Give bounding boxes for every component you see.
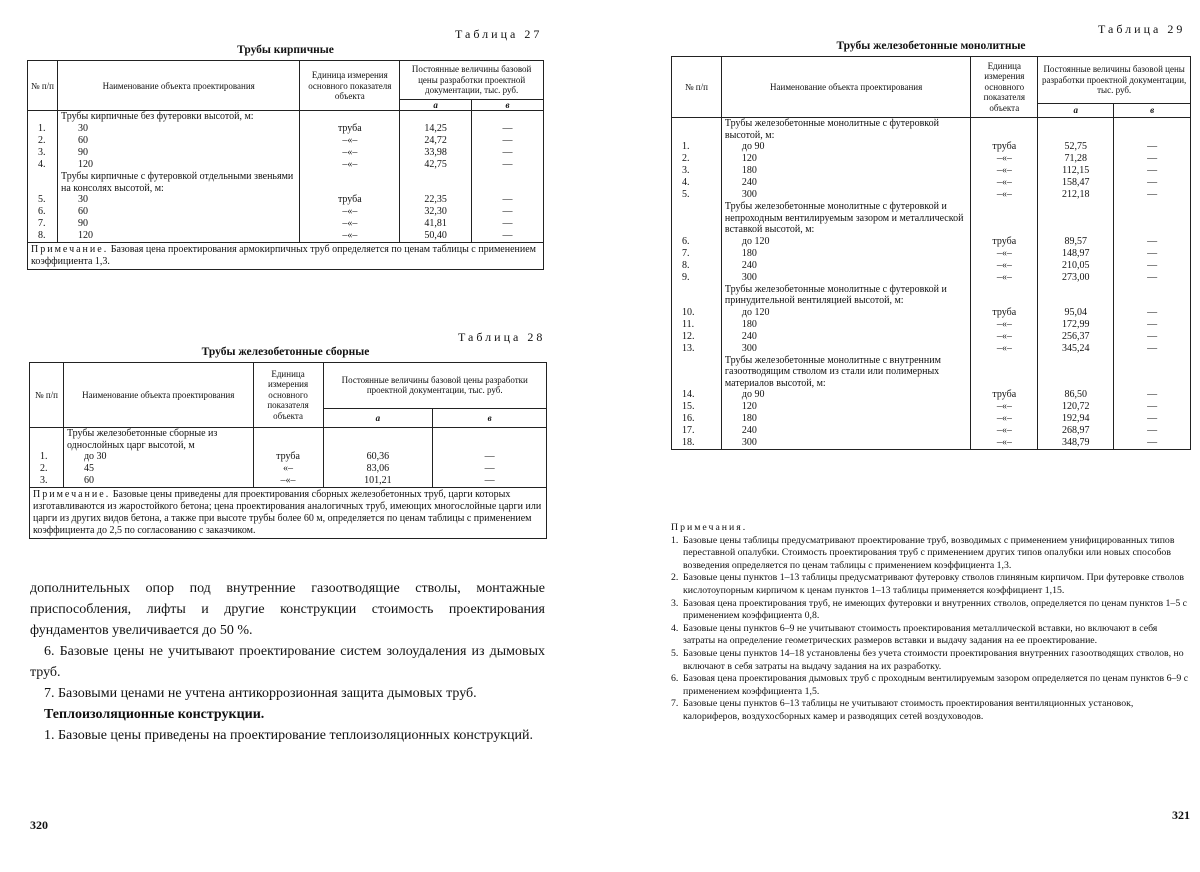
cell-b xyxy=(1114,284,1191,307)
cell-num: 14. xyxy=(672,389,722,401)
cell-num: 9. xyxy=(672,272,722,284)
cell-unit: –«– xyxy=(971,401,1038,413)
cell-unit: труба xyxy=(300,194,400,206)
cell-name: 120 xyxy=(721,153,970,165)
note-text: Базовые цены пунктов 6–9 не учитывают стоимость проектирования металлической вставки, но включают в себя затраты на определение геометрических размеров вставки и выдачу задания на ее проектирование. xyxy=(683,622,1158,647)
table-group-row xyxy=(672,201,1191,236)
cell-b: — xyxy=(1114,141,1191,153)
cell-num: 4. xyxy=(28,159,58,171)
cell-name: 240 xyxy=(721,425,970,437)
cell-num xyxy=(28,171,58,194)
cell-num: 12. xyxy=(672,331,722,343)
cell-name: 300 xyxy=(721,189,970,201)
cell-a xyxy=(400,111,472,124)
note-number: 5. xyxy=(671,647,679,659)
table-row xyxy=(672,260,1191,272)
note-item xyxy=(671,598,1191,623)
cell-a: 95,04 xyxy=(1038,307,1114,319)
cell-unit xyxy=(971,201,1038,236)
cell-unit: –«– xyxy=(971,343,1038,355)
cell-unit: –«– xyxy=(971,260,1038,272)
table-row xyxy=(672,189,1191,201)
table-group-row xyxy=(672,284,1191,307)
note-number: 6. xyxy=(671,673,679,685)
cell-num: 3. xyxy=(30,475,64,488)
table-group-row xyxy=(672,118,1191,142)
cell-unit: –«– xyxy=(971,177,1038,189)
note-item xyxy=(671,673,1191,698)
cell-b: — xyxy=(1114,307,1191,319)
cell-b: — xyxy=(472,159,544,171)
cell-unit: –«– xyxy=(253,475,323,488)
table-row xyxy=(30,463,547,475)
cell-a: 172,99 xyxy=(1038,319,1114,331)
cell-unit: –«– xyxy=(300,147,400,159)
cell-name: до 30 xyxy=(63,451,253,463)
cell-a: 71,28 xyxy=(1038,153,1114,165)
cell-a: 24,72 xyxy=(400,135,472,147)
cell-num: 11. xyxy=(672,319,722,331)
cell-b: — xyxy=(1114,236,1191,248)
table-row xyxy=(28,230,544,243)
cell-name: 300 xyxy=(721,343,970,355)
cell-b: — xyxy=(1114,248,1191,260)
cell-unit xyxy=(971,118,1038,142)
table-row xyxy=(30,475,547,488)
cell-b: — xyxy=(1114,343,1191,355)
cell-b: — xyxy=(1114,401,1191,413)
cell-b xyxy=(472,111,544,124)
notes-list xyxy=(671,535,1191,724)
table-row xyxy=(672,343,1191,355)
table-row xyxy=(672,389,1191,401)
table-row xyxy=(28,159,544,171)
table-row xyxy=(30,451,547,463)
table27-title: Трубы кирпичные xyxy=(237,44,334,56)
table-row xyxy=(672,248,1191,260)
table-row xyxy=(672,413,1191,425)
cell-a: 101,21 xyxy=(323,475,433,488)
cell-b: — xyxy=(1114,189,1191,201)
cell-num: 2. xyxy=(672,153,722,165)
cell-name: 300 xyxy=(721,272,970,284)
cell-num: 6. xyxy=(28,206,58,218)
cell-num: 5. xyxy=(672,189,722,201)
cell-num: 1. xyxy=(672,141,722,153)
note-text: Базовые цены таблицы предусматривают проектирование труб, возводимых с применением унифицированных типов переставной опалубки. Стоимость проектирования труб с применением других типов опалубки или новых способов возведения определяется по ценам таблицы с применением коэффициента 1,3. xyxy=(683,534,1175,571)
cell-a: 22,35 xyxy=(400,194,472,206)
cell-name: Трубы железобетонные монолитные с внутренним газоотводящим стволом из стали или полимерных материалов высотой, м: xyxy=(721,355,970,390)
cell-name: 60 xyxy=(57,206,299,218)
header-name: Наименование объекта проектирования xyxy=(57,61,299,111)
cell-a xyxy=(1038,201,1114,236)
cell-name: 300 xyxy=(721,437,970,450)
cell-a: 348,79 xyxy=(1038,437,1114,450)
cell-num: 3. xyxy=(28,147,58,159)
header-const: Постоянные величины базовой цены разработки проектной документации, тыс. руб. xyxy=(400,61,544,100)
cell-a: 50,40 xyxy=(400,230,472,243)
note-text: Базовые цены приведены для проектирования сборных железобетонных труб, царги которых изготавливаются из жаростойкого бетона; цена проектирования аналогичных труб, имеющих многослойные царги или царги из других видов бетона, а также при высоте трубы более 60 м, определяется по ценам таблицы с применением коэффициента до 2,5 по согласованию с заказчиком. xyxy=(33,489,542,536)
cell-num: 13. xyxy=(672,343,722,355)
cell-b: — xyxy=(433,451,547,463)
header-num: № п/п xyxy=(28,61,58,111)
table28-title: Трубы железобетонные сборные xyxy=(201,346,370,358)
page-number: 321 xyxy=(1172,808,1190,822)
cell-name: 180 xyxy=(721,319,970,331)
cell-name: до 90 xyxy=(721,389,970,401)
cell-a xyxy=(323,428,433,452)
cell-a: 212,18 xyxy=(1038,189,1114,201)
cell-a: 120,72 xyxy=(1038,401,1114,413)
header-num: № п/п xyxy=(30,363,64,428)
cell-a: 41,81 xyxy=(400,218,472,230)
cell-a: 83,06 xyxy=(323,463,433,475)
cell-b: — xyxy=(472,123,544,135)
cell-name: 240 xyxy=(721,260,970,272)
table-row xyxy=(672,425,1191,437)
cell-num: 8. xyxy=(672,260,722,272)
cell-num: 7. xyxy=(28,218,58,230)
cell-b: — xyxy=(1114,389,1191,401)
header-name: Наименование объекта проектирования xyxy=(721,57,970,118)
note-item xyxy=(671,535,1191,573)
cell-name: до 120 xyxy=(721,236,970,248)
cell-b: — xyxy=(1114,153,1191,165)
cell-num: 5. xyxy=(28,194,58,206)
cell-name: 180 xyxy=(721,413,970,425)
cell-a: 14,25 xyxy=(400,123,472,135)
cell-num: 18. xyxy=(672,437,722,450)
table-group-row xyxy=(30,428,547,452)
cell-a: 32,30 xyxy=(400,206,472,218)
cell-name: 45 xyxy=(63,463,253,475)
cell-name: 120 xyxy=(721,401,970,413)
body-text xyxy=(30,578,545,746)
cell-b: — xyxy=(472,135,544,147)
table-row xyxy=(672,153,1191,165)
body-paragraph: 1. Базовые цены приведены на проектирование теплоизоляционных конструкций. xyxy=(44,728,534,743)
header-a: а xyxy=(1038,103,1114,117)
cell-name: Трубы железобетонные монолитные с футеровкой и непроходным вентилируемым зазором и металлической вставкой высотой, м: xyxy=(721,201,970,236)
cell-a: 52,75 xyxy=(1038,141,1114,153)
table-row xyxy=(672,401,1191,413)
cell-unit: труба xyxy=(300,123,400,135)
cell-b: — xyxy=(1114,331,1191,343)
cell-num: 17. xyxy=(672,425,722,437)
table-row xyxy=(672,236,1191,248)
note-text: Базовые цены пунктов 14–18 установлены без учета стоимости проектирования внутренних газоотводящих стволов, но включают в себя затраты на выдачу задания на их разработку. xyxy=(683,647,1184,672)
cell-unit: –«– xyxy=(971,189,1038,201)
cell-num xyxy=(672,118,722,142)
cell-name: 240 xyxy=(721,331,970,343)
cell-unit xyxy=(253,428,323,452)
table-row xyxy=(28,147,544,159)
note-label: Примечание. xyxy=(33,489,111,500)
cell-unit: –«– xyxy=(300,159,400,171)
cell-b: — xyxy=(1114,413,1191,425)
cell-unit xyxy=(971,355,1038,390)
cell-a xyxy=(400,171,472,194)
cell-name: Трубы железобетонные монолитные с футеровкой высотой, м: xyxy=(721,118,970,142)
cell-a: 345,24 xyxy=(1038,343,1114,355)
note-item xyxy=(671,698,1191,723)
cell-name: 120 xyxy=(57,230,299,243)
cell-unit: труба xyxy=(971,389,1038,401)
cell-a: 112,15 xyxy=(1038,165,1114,177)
table29 xyxy=(671,56,1191,450)
cell-a: 86,50 xyxy=(1038,389,1114,401)
cell-b xyxy=(1114,201,1191,236)
notes-label: Примечания. xyxy=(671,522,748,533)
cell-num: 2. xyxy=(30,463,64,475)
table-row xyxy=(672,331,1191,343)
cell-unit: –«– xyxy=(300,218,400,230)
table-row xyxy=(672,437,1191,450)
cell-a: 158,47 xyxy=(1038,177,1114,189)
note-item xyxy=(671,623,1191,648)
section-heading: Теплоизоляционные конструкции. xyxy=(44,707,265,722)
cell-unit: труба xyxy=(253,451,323,463)
table-row xyxy=(672,307,1191,319)
cell-b: — xyxy=(433,463,547,475)
cell-a: 33,98 xyxy=(400,147,472,159)
note-label: Примечание. xyxy=(31,244,109,256)
note-text: Базовая цена проектирования армокирпичных труб определяется по ценам таблицы с применением коэффициента 1,3. xyxy=(31,244,536,268)
cell-b xyxy=(433,428,547,452)
table27-label: Таблица 27 xyxy=(455,27,543,41)
table-row xyxy=(28,206,544,218)
cell-b: — xyxy=(1114,260,1191,272)
cell-b xyxy=(1114,355,1191,390)
cell-name: 240 xyxy=(721,177,970,189)
note-number: 7. xyxy=(671,698,679,710)
note-number: 4. xyxy=(671,622,679,634)
cell-a: 268,97 xyxy=(1038,425,1114,437)
cell-a: 60,36 xyxy=(323,451,433,463)
left-page xyxy=(0,0,590,872)
cell-name: до 90 xyxy=(721,141,970,153)
header-b: в xyxy=(1114,103,1191,117)
cell-num: 1. xyxy=(28,123,58,135)
cell-unit: –«– xyxy=(971,425,1038,437)
table28-note xyxy=(30,488,547,539)
cell-a: 256,37 xyxy=(1038,331,1114,343)
cell-a: 273,00 xyxy=(1038,272,1114,284)
note-text: Базовые цены пунктов 6–13 таблицы не учитывают стоимость проектирования вентиляционных установок, калориферов, воздухосборных камер и разводящих сетей воздуховодов. xyxy=(683,698,1134,722)
cell-a xyxy=(1038,284,1114,307)
cell-name: Трубы железобетонные сборные из однослойных царг высотой, м xyxy=(63,428,253,452)
table29-label: Таблица 29 xyxy=(1098,22,1186,36)
page-number: 320 xyxy=(30,818,48,832)
cell-num xyxy=(672,355,722,390)
cell-num: 1. xyxy=(30,451,64,463)
table28 xyxy=(29,362,547,539)
cell-unit: –«– xyxy=(971,248,1038,260)
body-paragraph: 7. Базовыми ценами не учтена антикоррозионная защита дымовых труб. xyxy=(44,686,477,701)
cell-unit xyxy=(300,111,400,124)
cell-name: Трубы железобетонные монолитные с футеровкой и принудительной вентиляцией высотой, м: xyxy=(721,284,970,307)
cell-name: 90 xyxy=(57,147,299,159)
cell-a: 42,75 xyxy=(400,159,472,171)
cell-name: Трубы кирпичные с футеровкой отдельными звеньями на консолях высотой, м: xyxy=(57,171,299,194)
cell-name: 30 xyxy=(57,194,299,206)
cell-name: 60 xyxy=(63,475,253,488)
cell-a: 192,94 xyxy=(1038,413,1114,425)
table-group-row xyxy=(28,111,544,124)
cell-name: Трубы кирпичные без футеровки высотой, м: xyxy=(57,111,299,124)
header-b: в xyxy=(472,100,544,111)
table-group-row xyxy=(28,171,544,194)
cell-b: — xyxy=(472,206,544,218)
header-unit: Единица измерения основного показателя объекта xyxy=(300,61,400,111)
table-row xyxy=(28,194,544,206)
cell-unit: –«– xyxy=(971,331,1038,343)
header-num: № п/п xyxy=(672,57,722,118)
cell-a: 89,57 xyxy=(1038,236,1114,248)
note-item xyxy=(671,648,1191,673)
right-page xyxy=(600,0,1200,872)
cell-unit xyxy=(971,284,1038,307)
cell-num: 2. xyxy=(28,135,58,147)
cell-unit: –«– xyxy=(971,413,1038,425)
header-unit: Единица измерения основного показателя объекта xyxy=(971,57,1038,118)
cell-unit: –«– xyxy=(971,153,1038,165)
table27 xyxy=(27,60,544,270)
cell-unit: труба xyxy=(971,236,1038,248)
cell-unit: труба xyxy=(971,307,1038,319)
body-paragraph: 6. Базовые цены не учитывают проектирование систем золоудаления из дымовых труб. xyxy=(30,644,545,680)
cell-a: 148,97 xyxy=(1038,248,1114,260)
header-const: Постоянные величины базовой цены разработки проектной документации, тыс. руб. xyxy=(1038,57,1191,104)
table-row xyxy=(672,272,1191,284)
cell-name: 90 xyxy=(57,218,299,230)
header-name: Наименование объекта проектирования xyxy=(63,363,253,428)
note-text: Базовые цены пунктов 1–13 таблицы предусматривают футеровку стволов глиняным кирпичом. При футеровке стволов кислотоупорным кирпичом к ценам пунктов 1–13 таблицы применяется коэффициент 1,15. xyxy=(683,572,1185,596)
table-row xyxy=(28,123,544,135)
cell-num xyxy=(28,111,58,124)
header-a: а xyxy=(400,100,472,111)
note-number: 1. xyxy=(671,534,679,546)
table27-note xyxy=(28,243,544,270)
cell-a xyxy=(1038,118,1114,142)
cell-b: — xyxy=(1114,165,1191,177)
cell-unit: труба xyxy=(971,141,1038,153)
header-b: в xyxy=(433,408,547,427)
table-group-row xyxy=(672,355,1191,390)
note-item xyxy=(671,572,1191,597)
note-text: Базовая цена проектирования дымовых труб с проходным вентилируемым зазором определяется по ценам пунктов 6–9 с применением коэффициента 1,5. xyxy=(683,673,1189,697)
cell-unit: –«– xyxy=(971,165,1038,177)
cell-num: 7. xyxy=(672,248,722,260)
table-row xyxy=(28,218,544,230)
cell-b: — xyxy=(472,230,544,243)
cell-b: — xyxy=(472,194,544,206)
cell-num xyxy=(30,428,64,452)
table28-label: Таблица 28 xyxy=(458,330,546,344)
cell-num: 4. xyxy=(672,177,722,189)
note-text: Базовая цена проектирования труб, не имеющих футеровки и внутренних стволов, определяется по ценам пунктов 1–5 с применением коэффициента 0,8. xyxy=(683,597,1188,622)
header-unit: Единица измерения основного показателя объекта xyxy=(253,363,323,428)
header-const: Постоянные величины базовой цены разработки проектной документации, тыс. руб. xyxy=(323,363,547,409)
cell-num: 16. xyxy=(672,413,722,425)
cell-name: 60 xyxy=(57,135,299,147)
cell-b: — xyxy=(1114,177,1191,189)
cell-num: 15. xyxy=(672,401,722,413)
cell-b xyxy=(1114,118,1191,142)
cell-unit: –«– xyxy=(971,272,1038,284)
cell-b: — xyxy=(1114,437,1191,450)
cell-num: 8. xyxy=(28,230,58,243)
cell-b: — xyxy=(1114,272,1191,284)
cell-name: до 120 xyxy=(721,307,970,319)
table-row xyxy=(672,165,1191,177)
body-paragraph: дополнительных опор под внутренние газоотводящие стволы, монтажные приспособления, лифты и другие конструкции стоимость проектирования фундаментов увеличивается до 50 %. xyxy=(30,581,545,638)
header-a: а xyxy=(323,408,433,427)
cell-unit: –«– xyxy=(971,437,1038,450)
table-row xyxy=(672,177,1191,189)
table29-notes xyxy=(671,522,1191,724)
cell-unit: –«– xyxy=(300,230,400,243)
note-number: 2. xyxy=(671,572,679,584)
cell-unit: –«– xyxy=(300,206,400,218)
cell-name: 30 xyxy=(57,123,299,135)
table-row xyxy=(672,141,1191,153)
cell-name: 180 xyxy=(721,248,970,260)
cell-name: 120 xyxy=(57,159,299,171)
cell-unit: –«– xyxy=(300,135,400,147)
cell-num xyxy=(672,284,722,307)
cell-num: 10. xyxy=(672,307,722,319)
cell-b: — xyxy=(1114,319,1191,331)
note-number: 3. xyxy=(671,597,679,609)
cell-num xyxy=(672,201,722,236)
table29-title: Трубы железобетонные монолитные xyxy=(836,40,1026,52)
cell-a: 210,05 xyxy=(1038,260,1114,272)
cell-name: 180 xyxy=(721,165,970,177)
cell-unit: –«– xyxy=(971,319,1038,331)
cell-b: — xyxy=(1114,425,1191,437)
cell-b: — xyxy=(472,147,544,159)
cell-unit: «– xyxy=(253,463,323,475)
cell-b xyxy=(472,171,544,194)
cell-a xyxy=(1038,355,1114,390)
table-row xyxy=(28,135,544,147)
cell-b: — xyxy=(472,218,544,230)
cell-unit xyxy=(300,171,400,194)
table-row xyxy=(672,319,1191,331)
cell-num: 6. xyxy=(672,236,722,248)
cell-num: 3. xyxy=(672,165,722,177)
cell-b: — xyxy=(433,475,547,488)
